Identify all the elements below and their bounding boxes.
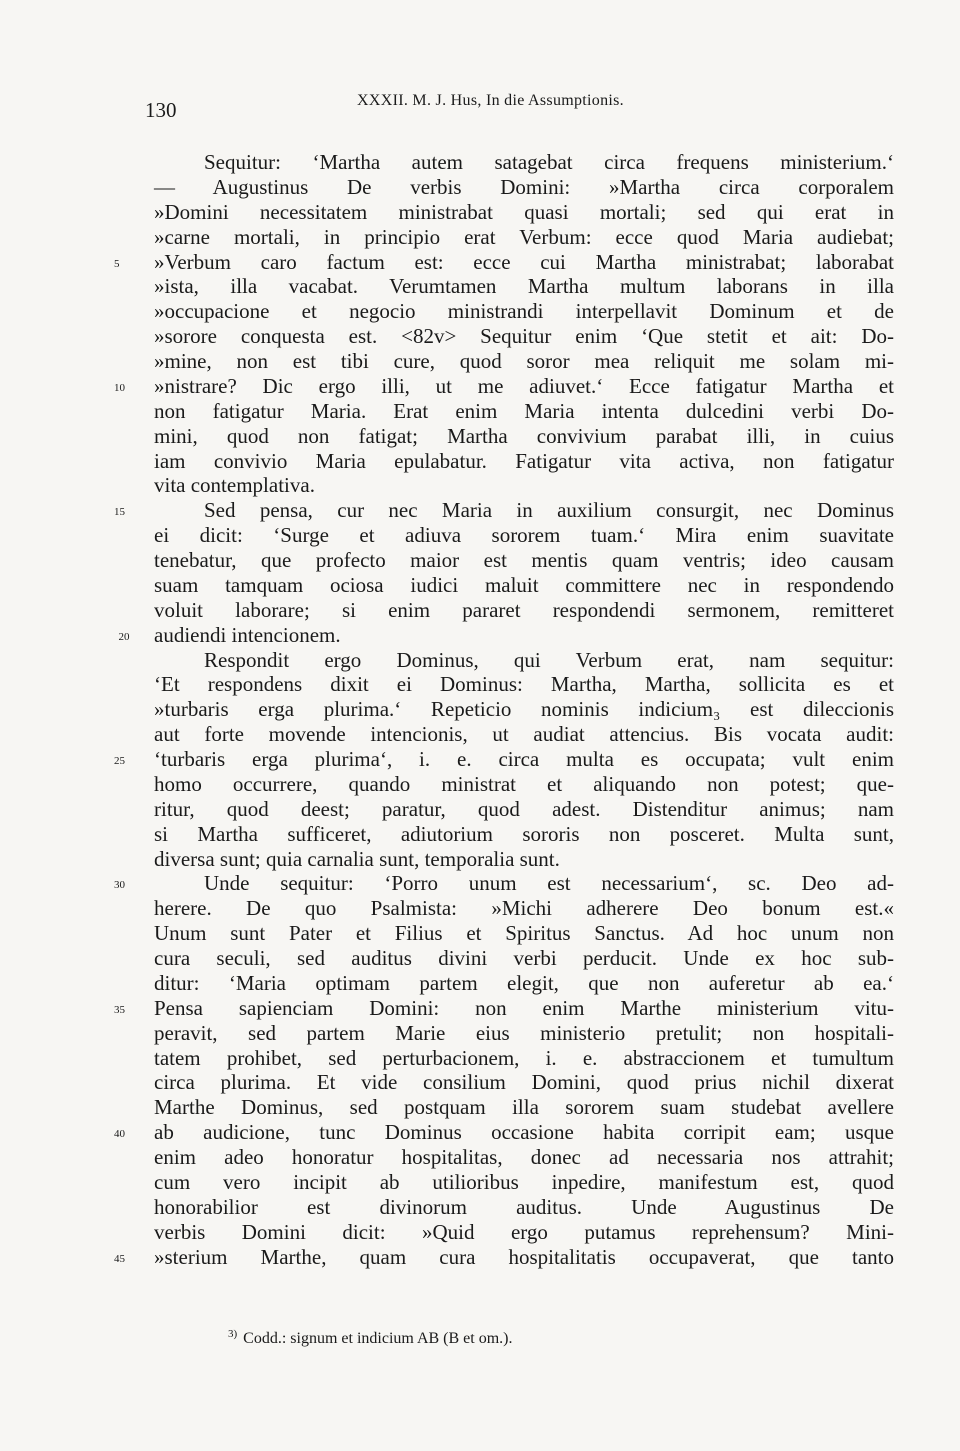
text-line bbox=[114, 249, 894, 275]
text-line bbox=[154, 548, 894, 573]
text-line bbox=[154, 722, 894, 747]
text-line bbox=[114, 747, 894, 772]
text-line bbox=[154, 349, 894, 374]
text-line bbox=[154, 672, 894, 697]
line-number: 10 bbox=[114, 381, 125, 394]
line-text: Unum sunt Pater et Filius et Spiritus Sanctus. Ad hoc unum non bbox=[154, 921, 894, 946]
line-text: tatem prohibet, sed perturbacionem, i. e. abstraccionem et tumultum bbox=[154, 1045, 894, 1070]
line-text: Respondit ergo Dominus, qui Verbum erat, nam sequitur: bbox=[204, 647, 894, 672]
text-line bbox=[114, 1120, 894, 1145]
text-line bbox=[154, 1070, 894, 1095]
line-text: Marthe Dominus, sed postquam illa sororem suam studebat avellere bbox=[154, 1095, 894, 1120]
line-text: aut forte movende intencionis, ut audiat attencius. Bis vocata audit: bbox=[154, 722, 894, 747]
line-text: ritur, quod deest; paratur, quod adest. Distenditur animus; nam bbox=[154, 796, 894, 821]
line-text: circa plurima. Et vide consilium Domini, quod prius nichil dixerat bbox=[154, 1070, 894, 1095]
text-line bbox=[154, 1195, 894, 1220]
text-line bbox=[154, 822, 894, 847]
footnote-text: Codd.: signum et indicium AB (B et om.). bbox=[243, 1330, 513, 1348]
text-line bbox=[154, 921, 894, 946]
line-text: cum vero incipit ab utilioribus inpedire, manifestum est, quod bbox=[154, 1169, 894, 1194]
text-line bbox=[154, 847, 894, 872]
text-line bbox=[154, 324, 894, 349]
text-line bbox=[154, 299, 894, 324]
text-line bbox=[154, 1170, 894, 1195]
line-text: honorabilior est divinorum auditus. Unde Augustinus De bbox=[154, 1194, 894, 1219]
text-line bbox=[154, 648, 894, 673]
line-text: ‘turbaris erga plurima‘, i. e. circa multa es occupata; vult enim bbox=[154, 747, 894, 771]
line-text: verbis Domini dicit: »Quid ergo putamus reprehensum? Mini- bbox=[154, 1219, 894, 1244]
text-line bbox=[154, 449, 894, 474]
text-line bbox=[154, 896, 894, 921]
running-head bbox=[145, 92, 905, 122]
line-text: »nistrare? Dic ergo illi, ut me adiuvet.‘ Ecce fatigatur Martha et bbox=[154, 373, 894, 398]
line-text: ab audicione, tunc Dominus occasione habita corripit eam; usque bbox=[154, 1120, 894, 1145]
text-line bbox=[154, 424, 894, 449]
line-text: si Martha sufficeret, adiutorium sororis non posceret. Multa sunt, bbox=[154, 821, 894, 846]
text-line bbox=[154, 473, 894, 498]
text-line bbox=[118, 622, 894, 648]
text-line bbox=[154, 797, 894, 822]
text-line bbox=[154, 150, 894, 175]
line-text: peravit, sed partem Marie eius ministerio pretulit; non hospitali- bbox=[154, 1020, 894, 1045]
text-line bbox=[154, 772, 894, 797]
line-number: 20 bbox=[118, 630, 130, 643]
line-text: herere. De quo Psalmista: »Michi adherere Deo bonum est.« bbox=[154, 896, 894, 921]
line-text: enim adeo honoratur hospitalitas, donec ad necessaria nos attrahit; bbox=[154, 1145, 894, 1169]
running-title: XXXII. M. J. Hus, In die Assumptionis. bbox=[357, 92, 624, 109]
text-line bbox=[154, 1145, 894, 1170]
line-text: mini, quod non fatigat; Martha convivium parabat illi, in cuius bbox=[154, 423, 894, 448]
text-line bbox=[154, 200, 894, 225]
line-number: 30 bbox=[114, 879, 125, 892]
text-line bbox=[114, 871, 894, 896]
line-number: 15 bbox=[114, 506, 125, 519]
line-text: Pensa sapienciam Domini: non enim Marthe ministerium vitu- bbox=[154, 995, 894, 1020]
line-text: — Augustinus De verbis Domini: »Martha circa corporalem bbox=[154, 174, 894, 199]
line-text: iam convivio Maria epulabatur. Fatigatur vita activa, non fatigatur bbox=[154, 448, 894, 473]
line-text: »ista, illa vacabat. Verumtamen Martha multum laborans in illa bbox=[154, 274, 894, 299]
line-number: 45 bbox=[114, 1252, 125, 1265]
text-line bbox=[154, 598, 894, 623]
line-text: cura seculi, sed auditus divini verbi perducit. Unde ex hoc sub- bbox=[154, 946, 894, 970]
text-line bbox=[114, 995, 894, 1021]
text-line bbox=[114, 498, 894, 523]
line-text: »sterium Marthe, quam cura hospitalitatis occupaverat, que tanto bbox=[154, 1244, 894, 1269]
line-text: voluit laborare; si enim pararet respondendi sermonem, remitteret bbox=[154, 597, 894, 622]
line-text: Sed pensa, cur nec Maria in auxilium consurgit, nec Dominus bbox=[204, 498, 894, 523]
text-line bbox=[154, 1220, 894, 1245]
line-text: tenebatur, que profecto maior est mentis quam ventris; ideo causam bbox=[154, 548, 894, 572]
line-text: non fatigatur Maria. Erat enim Maria intenta dulcedini verbi Do- bbox=[154, 398, 894, 423]
text-line bbox=[154, 1095, 894, 1120]
footnote bbox=[228, 1328, 513, 1348]
line-number: 35 bbox=[114, 1003, 125, 1016]
line-text: »Domini necessitatem ministrabat quasi mortali; sed qui erat in bbox=[154, 199, 894, 224]
text-line bbox=[154, 1021, 894, 1046]
text-line bbox=[154, 946, 894, 971]
body-text bbox=[114, 150, 894, 1269]
line-text: »carne mortali, in principio erat Verbum: ecce quod Maria audiebat; bbox=[154, 224, 894, 249]
line-number: 5 bbox=[114, 257, 120, 270]
line-text: »Verbum caro factum est: ecce cui Martha ministrabat; laborabat bbox=[154, 249, 894, 274]
line-text: ei dicit: ‘Surge et adiuva sororem tuam.‘ Mira enim suavitate bbox=[154, 523, 894, 548]
text-line bbox=[154, 971, 894, 996]
line-text: »sorore conquesta est. <82v> Sequitur enim ‘Que stetit et ait: Do- bbox=[154, 324, 894, 349]
line-text: Sequitur: ‘Martha autem satagebat circa frequens ministerium.‘ bbox=[204, 150, 894, 174]
line-text: »mine, non est tibi cure, quod soror mea reliquit me solam mi- bbox=[154, 349, 894, 373]
line-text: »occupacione et negocio ministrandi interpellavit Dominum et de bbox=[154, 299, 894, 324]
text-line bbox=[154, 573, 894, 598]
line-text: »turbaris erga plurima.‘ Repeticio nominis indicium₃ est dileccionis bbox=[154, 697, 894, 722]
line-number: 40 bbox=[114, 1128, 125, 1141]
page-number: 130 bbox=[145, 98, 177, 122]
line-text: suam tamquam ociosa iudici maluit committere nec in respondendo bbox=[154, 572, 894, 597]
line-text: ditur: ‘Maria optimam partem elegit, que non auferetur ab ea.‘ bbox=[154, 970, 894, 995]
line-text: diversa sunt; quia carnalia sunt, temporalia sunt. bbox=[154, 846, 560, 871]
line-text: homo occurrere, quando ministrat et aliquando non potest; que- bbox=[154, 771, 894, 796]
text-line bbox=[114, 373, 894, 399]
line-number: 25 bbox=[114, 755, 125, 767]
text-line bbox=[154, 175, 894, 200]
text-line bbox=[154, 697, 894, 722]
text-line bbox=[114, 1244, 894, 1270]
line-text: Unde sequitur: ‘Porro unum est necessarium‘, sc. Deo ad- bbox=[204, 871, 894, 896]
line-text: vita contemplativa. bbox=[154, 473, 315, 498]
text-line bbox=[154, 523, 894, 548]
line-text: ‘Et respondens dixit ei Dominus: Martha, Martha, sollicita es et bbox=[154, 672, 894, 697]
text-line bbox=[154, 274, 894, 299]
text-line bbox=[154, 399, 894, 424]
footnote-mark: 3) bbox=[228, 1328, 238, 1340]
line-text: audiendi intencionem. bbox=[154, 622, 341, 647]
text-line bbox=[154, 1046, 894, 1071]
text-line bbox=[154, 225, 894, 250]
